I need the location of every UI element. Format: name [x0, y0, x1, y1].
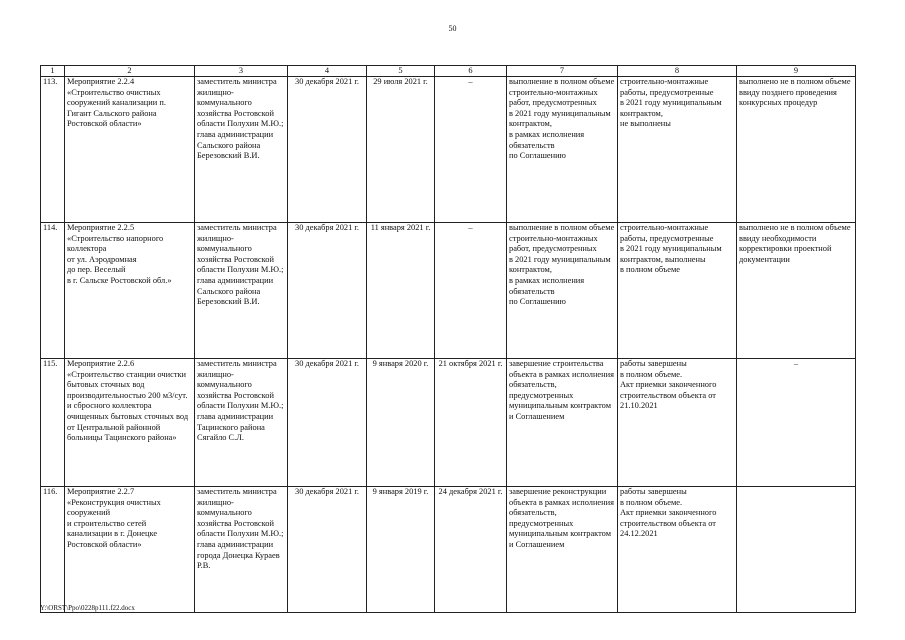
expected-result-cell: выполнение в полном объеме строительно-монтажных работ, предусмотренных в 2021 году муниципальным контрактом, в рамках исполнения обязательств по Соглашению: [507, 77, 618, 223]
footer-file-path: Y:\ORST\Ppo\0228p111.f22.docx: [40, 604, 135, 612]
end-date-cell: –: [435, 223, 507, 359]
header-cell: 4: [288, 66, 367, 77]
expected-result-cell: выполнение в полном объеме строительно-монтажных работ, предусмотренных в 2021 году муниципальным контрактом, в рамках исполнения обязательств по Соглашению: [507, 223, 618, 359]
header-cell: 3: [195, 66, 288, 77]
plan-date-cell: 30 декабря 2021 г.: [288, 77, 367, 223]
event-cell: Мероприятие 2.2.4 «Строительство очистных сооружений канализации п. Гигант Сальского района Ростовской области»: [65, 77, 195, 223]
plan-date-cell: 30 декабря 2021 г.: [288, 359, 367, 487]
header-row: [41, 66, 856, 77]
responsible-cell: заместитель министра жилищно-коммунального хозяйства Ростовской области Полухин М.Ю.; глава администрации Сальского района Березовский В.И.: [195, 223, 288, 359]
end-date-cell: –: [435, 77, 507, 223]
start-date-cell: 9 января 2019 г.: [367, 487, 435, 613]
expected-result-cell: завершение строительства объекта в рамках исполнения обязательств, предусмотренных муниципальным контрактом и Соглашением: [507, 359, 618, 487]
header-cell: 7: [507, 66, 618, 77]
start-date-cell: 9 января 2020 г.: [367, 359, 435, 487]
row-number: 113.: [41, 77, 65, 223]
responsible-cell: заместитель министра жилищно-коммунального хозяйства Ростовской области Полухин М.Ю.; глава администрации Тацинского района Сягайло С.Л.: [195, 359, 288, 487]
row-number: 114.: [41, 223, 65, 359]
event-cell: Мероприятие 2.2.7 «Реконструкция очистных сооружений и строительство сетей канализации в г. Донецке Ростовской области»: [65, 487, 195, 613]
responsible-cell: заместитель министра жилищно-коммунального хозяйства Ростовской области Полухин М.Ю.; глава администрации Сальского района Березовский В.И.: [195, 77, 288, 223]
page-number: 50: [448, 24, 457, 33]
end-date-cell: 21 октября 2021 г.: [435, 359, 507, 487]
activities-table: [40, 65, 856, 613]
table-row: [41, 77, 856, 223]
header-cell: 9: [737, 66, 856, 77]
end-date-cell: 24 декабря 2021 г.: [435, 487, 507, 613]
reason-cell: выполнено не в полном объеме ввиду позднего проведения конкурсных процедур: [737, 77, 856, 223]
reason-cell: [737, 487, 856, 613]
event-cell: Мероприятие 2.2.6 «Строительство станции очистки бытовых сточных вод производительностью 200 м3/сут. и сбросного коллектора очищенных бытовых сточных вод от Центральной районной больницы Тацинского района»: [65, 359, 195, 487]
responsible-cell: заместитель министра жилищно-коммунального хозяйства Ростовской области Полухин М.Ю.; глава администрации города Донецка Кураев Р.В.: [195, 487, 288, 613]
header-cell: 8: [618, 66, 737, 77]
plan-date-cell: 30 декабря 2021 г.: [288, 223, 367, 359]
reason-cell: выполнено не в полном объеме ввиду необходимости корректировки проектной документации: [737, 223, 856, 359]
event-cell: Мероприятие 2.2.5 «Строительство напорного коллектора от ул. Аэродромная до пер. Веселый в г. Сальске Ростовской обл.»: [65, 223, 195, 359]
actual-result-cell: работы завершены в полном объеме. Акт приемки законченного строительством объекта от 24.12.2021: [618, 487, 737, 613]
table-row: [41, 359, 856, 487]
row-number: 116.: [41, 487, 65, 613]
header-cell: 1: [41, 66, 65, 77]
actual-result-cell: строительно-монтажные работы, предусмотренные в 2021 году муниципальным контрактом, выполнены в полном объеме: [618, 223, 737, 359]
plan-date-cell: 30 декабря 2021 г.: [288, 487, 367, 613]
header-cell: 6: [435, 66, 507, 77]
expected-result-cell: завершение реконструкции объекта в рамках исполнения обязательств, предусмотренных муниципальным контрактом и Соглашением: [507, 487, 618, 613]
start-date-cell: 11 января 2021 г.: [367, 223, 435, 359]
reason-cell: –: [737, 359, 856, 487]
row-number: 115.: [41, 359, 65, 487]
table-row: [41, 223, 856, 359]
table-row: [41, 487, 856, 613]
header-cell: 2: [65, 66, 195, 77]
actual-result-cell: работы завершены в полном объеме. Акт приемки законченного строительством объекта от 21.10.2021: [618, 359, 737, 487]
header-cell: 5: [367, 66, 435, 77]
actual-result-cell: строительно-монтажные работы, предусмотренные в 2021 году муниципальным контрактом, не выполнены: [618, 77, 737, 223]
start-date-cell: 29 июля 2021 г.: [367, 77, 435, 223]
